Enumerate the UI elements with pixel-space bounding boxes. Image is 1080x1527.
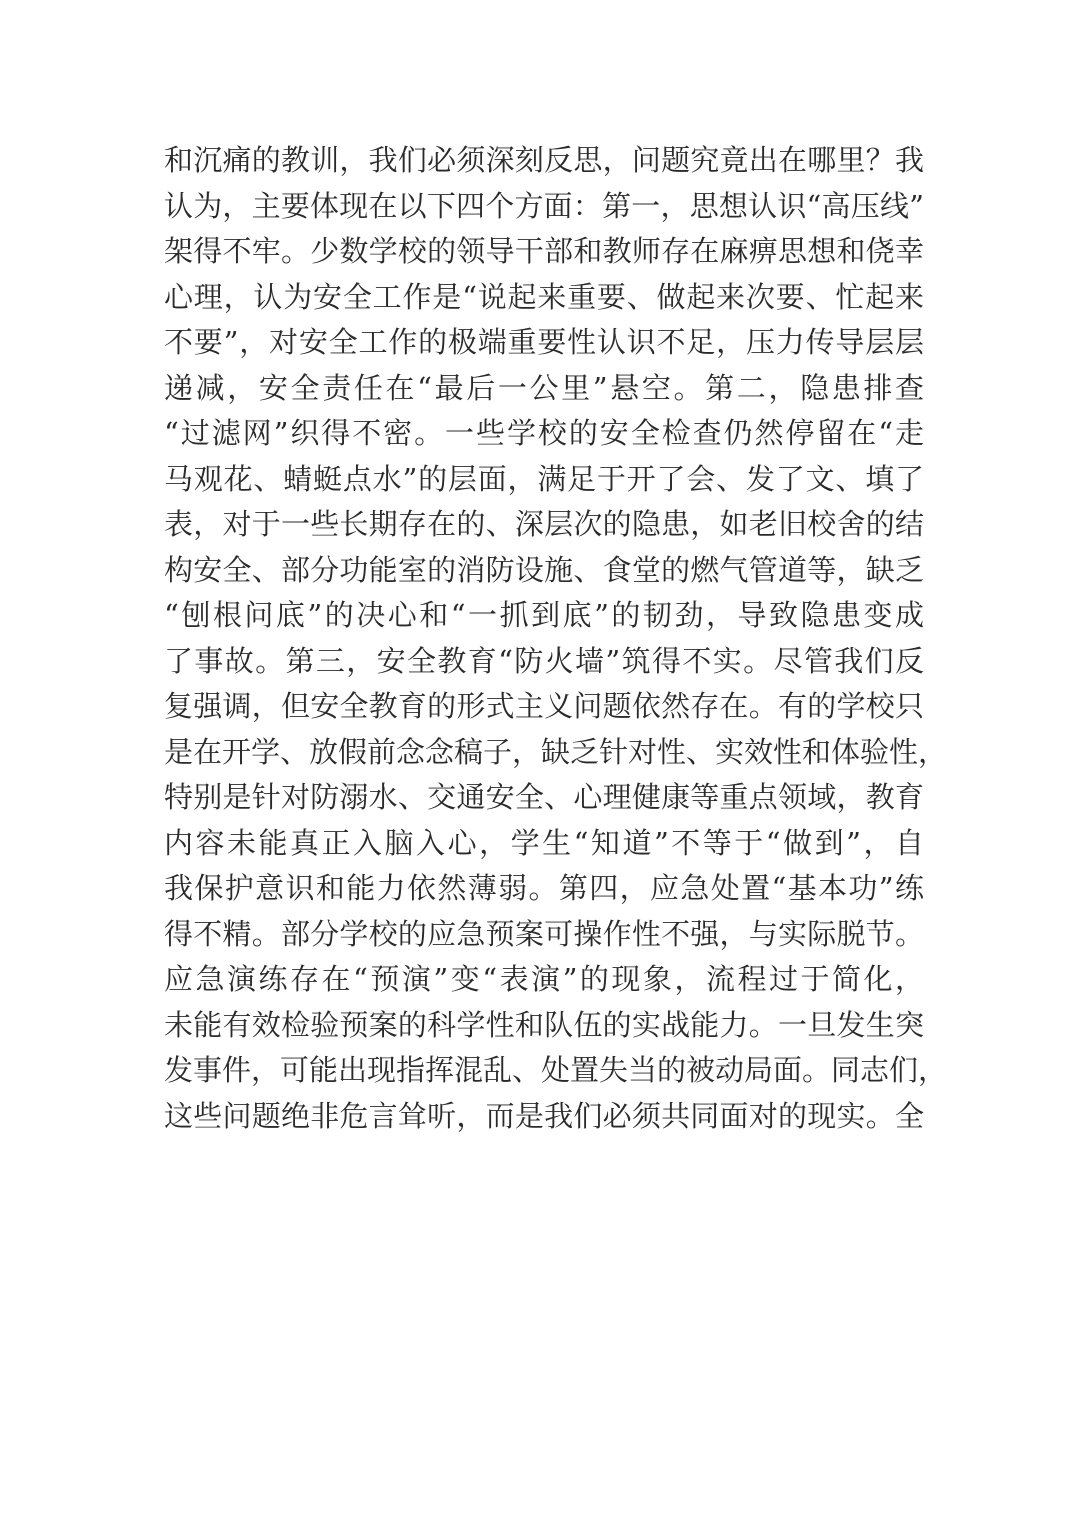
text-line: 内容未能真正入脑入心，学生“知道”不等于“做到”，自: [164, 825, 924, 860]
text-line: 我保护意识和能力依然薄弱。第四，应急处置“基本功”练: [164, 871, 924, 905]
text-line: 了事故。第三，安全教育“防火墙”筑得不实。尽管我们反: [164, 643, 924, 678]
text-line: “过滤网”织得不密。一些学校的安全检查仍然停留在“走: [164, 416, 924, 450]
text-line: 认为，主要体现在以下四个方面：第一，思想认识“高压线”: [164, 188, 924, 223]
text-line: 构安全、部分功能室的消防设施、食堂的燃气管道等，缺乏: [164, 552, 924, 587]
text-line: 心理，认为安全工作是“说起来重要、做起来次要、忙起来: [164, 279, 924, 314]
text-line: 递减，安全责任在“最后一公里”悬空。第二，隐患排查: [164, 370, 924, 405]
text-line: 是在开学、放假前念念稿子，缺乏针对性、实效性和体验性，: [164, 734, 948, 769]
text-line: 复强调，但安全教育的形式主义问题依然存在。有的学校只: [164, 689, 924, 723]
text-line: 架得不牢。少数学校的领导干部和教师存在麻痹思想和侥幸: [164, 234, 924, 268]
text-line: 马观花、蜻蜓点水”的层面，满足于开了会、发了文、填了: [164, 461, 924, 496]
text-line: 这些问题绝非危言耸听，而是我们必须共同面对的现实。全: [164, 1098, 924, 1133]
text-line: 和沉痛的教训，我们必须深刻反思，问题究竟出在哪里？我: [164, 143, 924, 177]
text-line: 特别是针对防溺水、交通安全、心理健康等重点领域，教育: [164, 780, 924, 814]
text-line: 得不精。部分学校的应急预案可操作性不强，与实际脱节。: [164, 916, 924, 951]
body-paragraph: [164, 138, 948, 1139]
text-line: 不要”，对安全工作的极端重要性认识不足，压力传导层层: [164, 325, 924, 359]
text-line: 发事件，可能出现指挥混乱、处置失当的被动局面。同志们，: [164, 1053, 948, 1087]
text-line: 表，对于一些长期存在的、深层次的隐患，如老旧校舍的结: [164, 507, 924, 541]
text-line: 应急演练存在“预演”变“表演”的现象，流程过于简化，: [164, 962, 924, 996]
text-line: 未能有效检验预案的科学性和队伍的实战能力。一旦发生突: [164, 1007, 924, 1042]
text-line: “刨根问底”的决心和“一抓到底”的韧劲，导致隐患变成: [164, 598, 924, 632]
